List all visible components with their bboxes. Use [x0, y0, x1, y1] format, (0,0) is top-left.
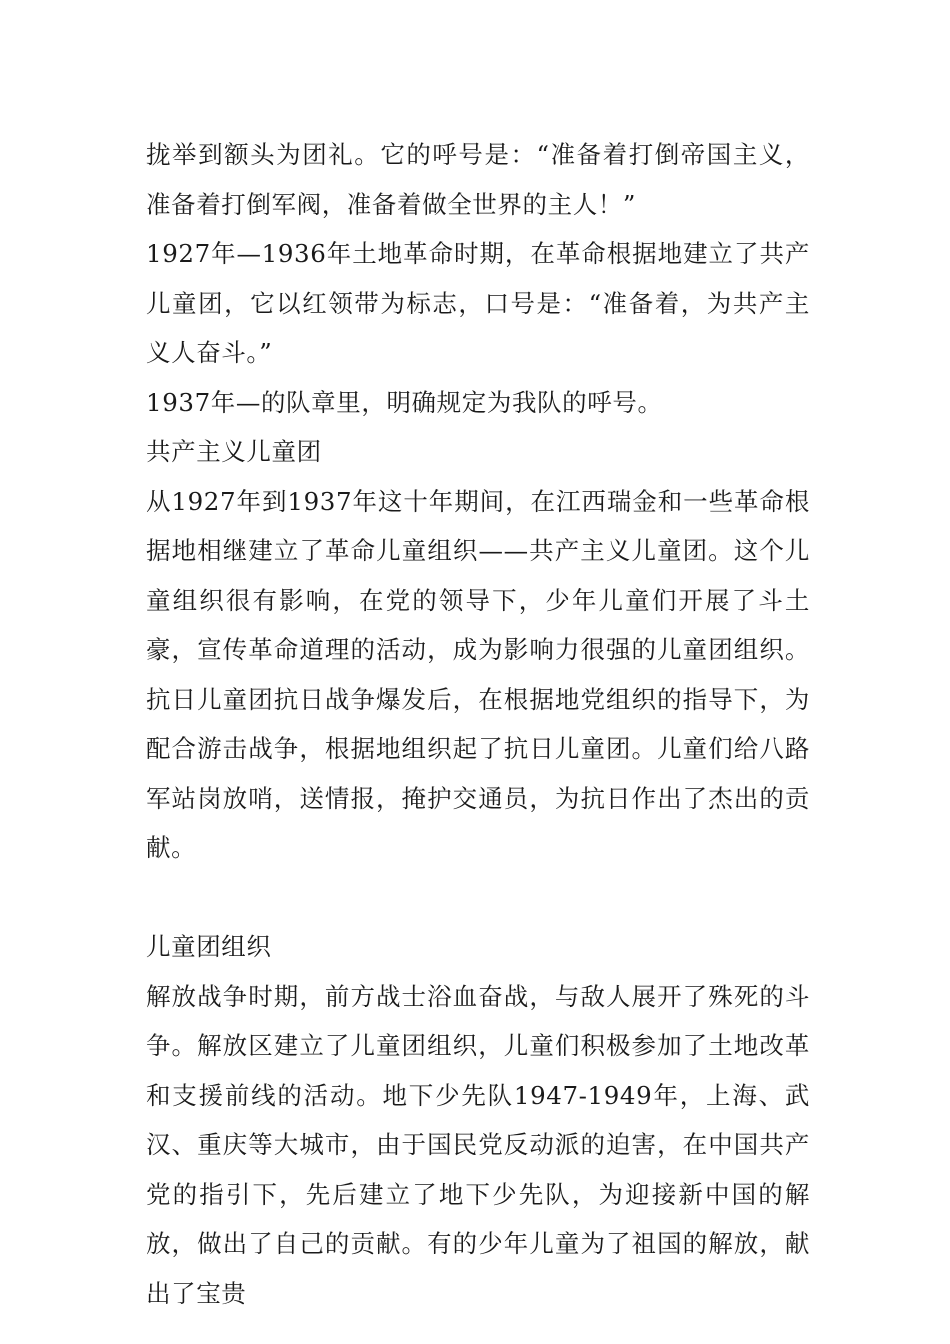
heading-childrens-corps-organization: 儿童团组织: [146, 932, 272, 961]
heading-communist-childrens-corps: 共产主义儿童团: [146, 437, 322, 466]
document-page: [146, 130, 810, 1318]
paragraph-land-revolution: 1927年—1936年土地革命时期，在革命根据地建立了共产儿童团，它以红领带为标志，口号是：“准备着，为共产主义人奋斗。”: [146, 239, 810, 367]
paragraph-communist-childrens-corps: 从1927年到1937年这十年期间，在江西瑞金和一些革命根据地相继建立了革命儿童组织——共产主义儿童团。这个儿童组织很有影响，在党的领导下，少年儿童们开展了斗土豪，宣传革命道理的活动，成为影响力很强的儿童团组织。抗日儿童团抗日战争爆发后，在根据地党组织的指导下，为配合游击战争，根据地组织起了抗日儿童团。儿童们给八路军站岗放哨，送情报，掩护交通员，为抗日作出了杰出的贡献。: [146, 486, 810, 862]
paragraph-liberation-war: 解放战争时期，前方战士浴血奋战，与敌人展开了殊死的斗争。解放区建立了儿童团组织，儿童们积极参加了土地改革和支援前线的活动。地下少先队1947-1949年，上海、武汉、重庆等大城市，由于国民党反动派的迫害，在中国共产党的指引下，先后建立了地下少先队，为迎接新中国的解放，做出了自己的贡献。有的少年儿童为了祖国的解放，献出了宝贵: [146, 981, 810, 1308]
paragraph-salute-slogan: 拢举到额头为团礼。它的呼号是：“准备着打倒帝国主义，准备着打倒军阀，准备着做全世界的主人！”: [146, 140, 810, 219]
paragraph-1937: 1937年—的队章里，明确规定为我队的呼号。: [146, 387, 663, 417]
